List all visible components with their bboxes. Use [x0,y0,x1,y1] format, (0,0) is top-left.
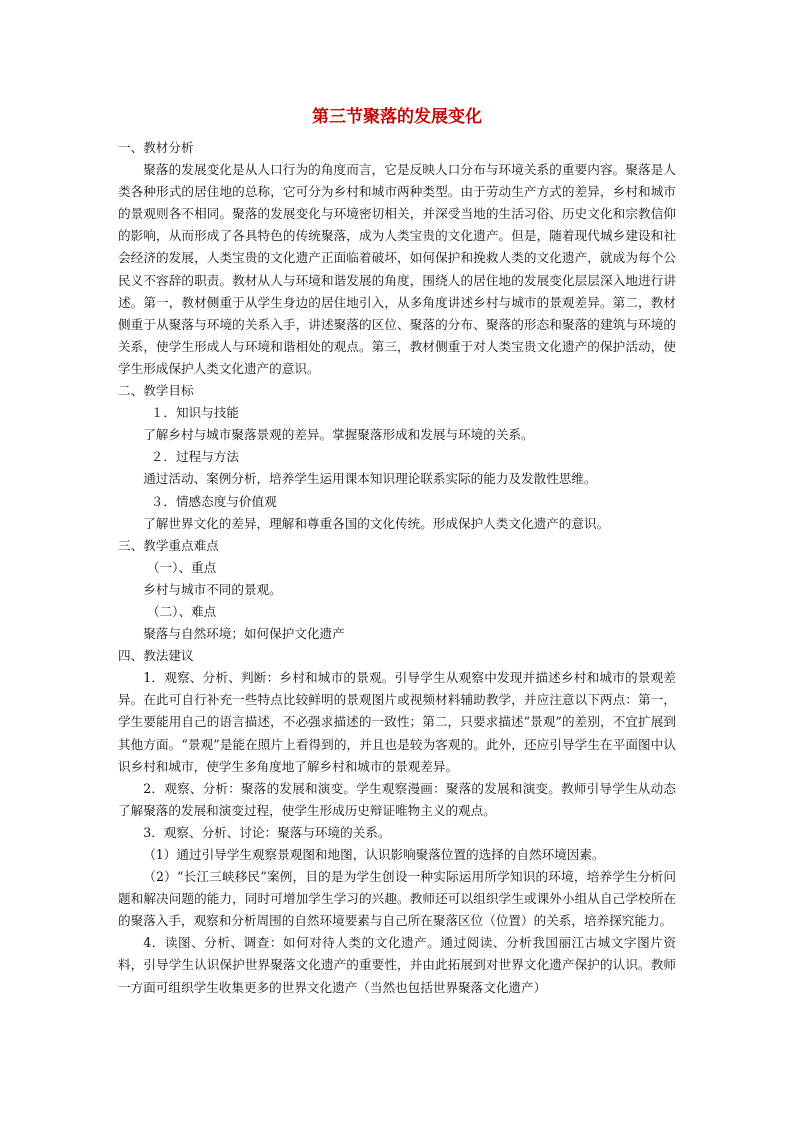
section-heading-2: 二、教学目标 [118,383,194,399]
key-point-label-1: （一）、重点 [146,559,217,575]
page-title: 第三节聚落的发展变化 [312,107,482,127]
key-point-text-2: 聚落与自然环境；如何保护文化遗产 [143,626,345,642]
objective-text-2: 通过活动、案例分析，培养学生运用课本知识理论联系实际的能力及发散性思维。 [143,471,597,487]
method-paragraph-1: 1．观察、分析、判断：乡村和城市的景观。引导学生从观察中发现并描述乡村和城市的景观差异。在此可自行补充一些特点比较鲜明的景观图片或视频材料辅助教学，并应注意以下两点：第一，学生要能用自己的语言描述，不必强求描述的一致性；第二，只要求描述“景观”的差别，不宜扩展到其他方面。“景观”是能在照片上看得到的，并且也是较为客观的。此外，还应引导学生在平面图中认识乡村和城市，使学生多角度地了解乡村和城市的景观差异。 [118,670,676,774]
method-paragraph-3-1: （1）通过引导学生观察景观图和地图，认识影响聚落位置的选择的自然环境因素。 [143,847,605,862]
objective-text-1: 了解乡村与城市聚落景观的差异。掌握聚落形成和发展与环境的关系。 [143,427,534,443]
objective-label-1: １．知识与技能 [150,405,239,421]
method-paragraph-4: 4．读图、分析、调查：如何对待人类的文化遗产。通过阅读、分析我国丽江古城文字图片资料，引导学生认识保护世界聚落文化遗产的重要性，并由此拓展到对世界文化遗产保护的认识。教师一方面可组织学生收集更多的世界文化遗产（当然也包括世界聚落文化遗产） [118,935,676,995]
objective-label-3: ３．情感态度与价值观 [150,493,277,509]
section-heading-4: 四、教法建议 [118,648,194,664]
key-point-label-2: （二）、难点 [146,603,217,619]
section-1-paragraph: 聚落的发展变化是从人口行为的角度而言，它是反映人口分布与环境关系的重要内容。聚落是人类各种形式的居住地的总称，它可分为乡村和城市两种类型。由于劳动生产方式的差异，乡村和城市的景观则各不相同。聚落的发展变化与环境密切相关，并深受当地的生活习俗、历史文化和宗教信仰的影响，从而形成了各具特色的传统聚落，成为人类宝贵的文化遗产。但是，随着现代城乡建设和社会经济的发展，人类宝贵的文化遗产正面临着破坏，如何保护和挽救人类的文化遗产，就成为每个公民义不容辞的职责。教材从人与环境和谐发展的角度，围绕人的居住地的发展变化层层深入地进行讲述。第一，教材侧重于从学生身边的居住地引入，从多角度讲述乡村与城市的景观差异。第二，教材侧重于从聚落与环境的关系入手，讲述聚落的区位、聚落的分布、聚落的形态和聚落的建筑与环境的关系，使学生形成人与环境和谐相处的观点。第三，教材侧重于对人类宝贵文化遗产的保护活动，使学生形成保护人类文化遗产的意识。 [118,162,676,376]
section-heading-1: 一、教材分析 [118,140,194,155]
method-paragraph-3-2: （2）“长江三峡移民”案例，目的是为学生创设一种实际运用所学知识的环境，培养学生分析问题和解决问题的能力，同时可增加学生学习的兴趣。教师还可以组织学生或课外小组从自己学校所在的聚落入手，观察和分析周围的自然环境要素与自己所在聚落区位（位置）的关系，培养探究能力。 [118,869,676,929]
objective-text-3: 了解世界文化的差异，理解和尊重各国的文化传统。形成保护人类文化遗产的意识。 [143,515,610,531]
objective-label-2: ２．过程与方法 [150,449,239,465]
key-point-text-1: 乡村与城市不同的景观。 [143,581,282,597]
section-heading-3: 三、教学重点难点 [118,537,219,553]
method-paragraph-3: 3．观察、分析、讨论：聚落与环境的关系。 [143,824,391,840]
method-paragraph-2: 2．观察、分析：聚落的发展和演变。学生观察漫画：聚落的发展和演变。教师引导学生从动态了解聚落的发展和演变过程，使学生形成历史辩证唯物主义的观点。 [118,780,676,818]
